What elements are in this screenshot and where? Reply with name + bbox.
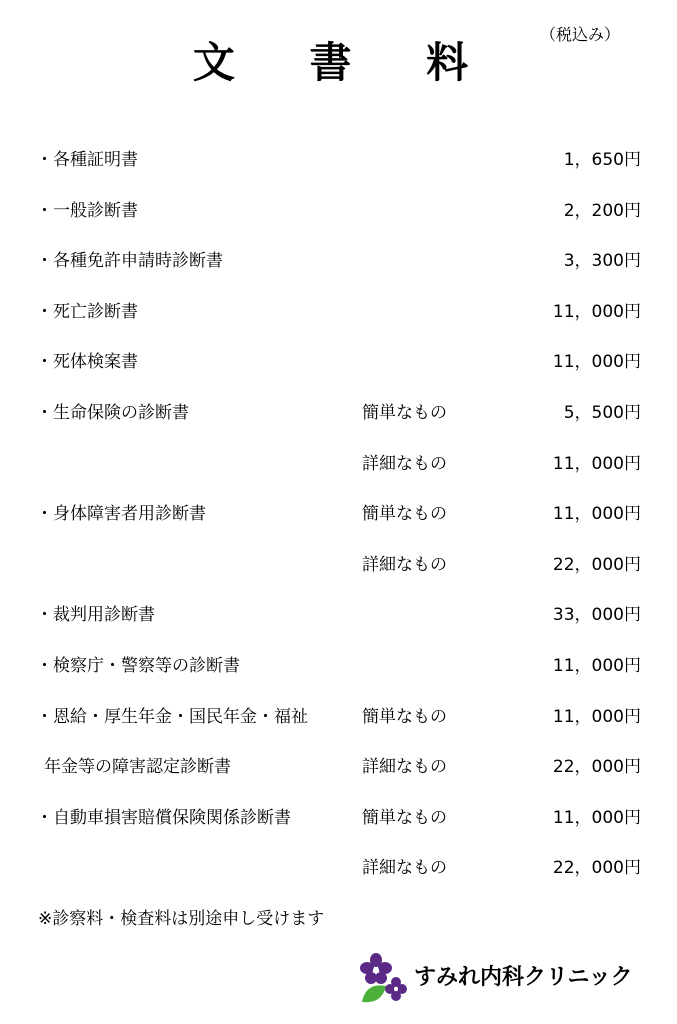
footer-note: ※診察料・検査料は別途申し受けます (38, 909, 325, 929)
fee-item-price: 22，000円 (552, 554, 641, 575)
fee-item-price: 11，000円 (552, 453, 641, 474)
fee-item-price: 5，500円 (563, 403, 641, 423)
fee-row (0, 806, 677, 830)
fee-item-name: ・各種免許申請時診断書 (36, 251, 223, 272)
fee-row (0, 755, 677, 779)
fee-item-name: ・各種証明書 (36, 150, 138, 170)
clinic-signature (358, 952, 648, 1008)
fee-item-name: 年金等の障害認定診断書 (44, 757, 231, 778)
fee-row (0, 249, 677, 273)
tax-note: （税込み） (540, 25, 621, 44)
page-title: 文 書 料 (192, 38, 499, 87)
fee-row (0, 401, 677, 425)
fee-item-name: ・検察庁・警察等の診断書 (36, 656, 240, 676)
fee-item-price: 2，200円 (563, 200, 641, 221)
fee-item-detail: 簡単なもの (362, 403, 447, 423)
fee-item-detail: 詳細なもの (362, 757, 447, 778)
fee-item-name: ・生命保険の診断書 (36, 403, 189, 423)
fee-row (0, 603, 677, 627)
fee-row (0, 856, 677, 880)
fee-row (0, 148, 677, 172)
fee-item-name: ・自動車損害賠償保険関係診断書 (36, 807, 291, 828)
fee-item-name: ・裁判用診断書 (36, 605, 155, 626)
fee-row (0, 654, 677, 678)
fee-item-price: 33，000円 (552, 605, 641, 626)
fee-item-detail: 詳細なもの (362, 554, 447, 575)
fee-row (0, 199, 677, 223)
fee-item-name: ・恩給・厚生年金・国民年金・福祉 (36, 706, 308, 727)
fee-item-detail: 簡単なもの (362, 504, 447, 525)
fee-item-detail: 簡単なもの (362, 706, 447, 727)
fee-item-price: 11，000円 (552, 706, 641, 727)
fee-item-price: 1，650円 (563, 150, 641, 170)
fee-item-price: 11，000円 (552, 656, 641, 676)
fee-row (0, 300, 677, 324)
fee-item-price: 11，000円 (552, 301, 641, 322)
fee-item-name: ・死体検案書 (36, 352, 138, 373)
fee-item-name: ・死亡診断書 (36, 301, 138, 322)
fee-item-detail: 簡単なもの (362, 807, 447, 828)
fee-item-price: 11，000円 (552, 504, 641, 525)
fee-item-price: 11，000円 (552, 807, 641, 828)
fee-row (0, 350, 677, 374)
fee-item-price: 22，000円 (552, 858, 641, 879)
fee-item-name: ・一般診断書 (36, 200, 138, 221)
fee-row (0, 705, 677, 729)
fee-item-name: ・身体障害者用診断書 (36, 504, 206, 525)
fee-row (0, 502, 677, 526)
fee-item-price: 3，300円 (563, 251, 641, 272)
fee-item-price: 11，000円 (552, 352, 641, 373)
violet-flower-logo-icon (358, 952, 414, 1008)
fee-item-detail: 詳細なもの (362, 453, 447, 474)
fee-item-price: 22，000円 (552, 757, 641, 778)
fee-item-detail: 詳細なもの (362, 858, 447, 879)
fee-row (0, 452, 677, 476)
fee-row (0, 553, 677, 577)
clinic-name: すみれ内科クリニック (414, 965, 633, 990)
